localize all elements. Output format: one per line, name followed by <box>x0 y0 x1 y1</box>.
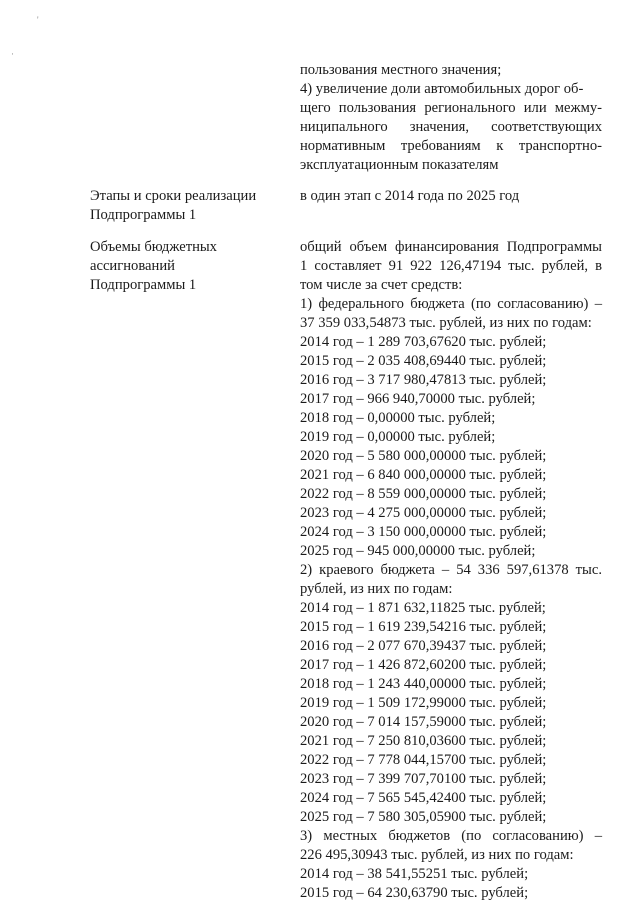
text-line: 2) краевого бюджета – 54 336 597,61378 тыс. <box>300 562 602 578</box>
budget-label <box>90 238 290 295</box>
budget-details <box>300 238 602 903</box>
text-line: 37 359 033,54873 тыс. рублей, из них по годам: <box>300 315 592 331</box>
scan-mark: ' <box>37 15 39 25</box>
year-line: 2014 год – 1 871 632,11825 тыс. рублей; <box>300 600 546 616</box>
year-line: 2016 год – 2 077 670,39437 тыс. рублей; <box>300 638 547 654</box>
label-line: ассигнований <box>90 258 175 274</box>
text-line: пользования местного значения; <box>300 62 502 78</box>
year-line: 2021 год – 7 250 810,03600 тыс. рублей; <box>300 733 547 749</box>
year-line: 2022 год – 7 778 044,15700 тыс. рублей; <box>300 752 547 768</box>
text-line: 3) местных бюджетов (по согласованию) – <box>300 828 602 844</box>
year-line: 2018 год – 1 243 440,00000 тыс. рублей; <box>300 676 547 692</box>
year-line: 2024 год – 7 565 545,42400 тыс. рублей; <box>300 790 547 806</box>
label-line: Этапы и сроки реализации <box>90 188 257 204</box>
label-line: Подпрограммы 1 <box>90 207 197 223</box>
year-line: 2024 год – 3 150 000,00000 тыс. рублей; <box>300 524 547 540</box>
year-line: 2015 год – 2 035 408,69440 тыс. рублей; <box>300 353 547 369</box>
label-line: Подпрограммы 1 <box>90 277 197 293</box>
text-line: нормативным требованиям к транспортно- <box>300 138 602 154</box>
year-line: 2020 год – 5 580 000,00000 тыс. рублей; <box>300 448 547 464</box>
text-line: 226 495,30943 тыс. рублей, из них по годам: <box>300 847 574 863</box>
year-line: 2025 год – 945 000,00000 тыс. рублей; <box>300 543 536 559</box>
scan-mark: · <box>11 49 14 59</box>
year-line: 2017 год – 966 940,70000 тыс. рублей; <box>300 391 536 407</box>
year-line: 2025 год – 7 580 305,05900 тыс. рублей; <box>300 809 547 825</box>
text-line: в один этап с 2014 года по 2025 год <box>300 188 520 204</box>
text-line: том числе за счет средств: <box>300 277 463 293</box>
stages-label <box>90 187 290 225</box>
text-line: эксплуатационным показателям <box>300 157 499 173</box>
year-line: 2015 год – 64 230,63790 тыс. рублей; <box>300 885 529 901</box>
label-line: Объемы бюджетных <box>90 239 217 255</box>
text-line: 1) федерального бюджета (по согласованию) – <box>300 296 602 312</box>
year-line: 2014 год – 38 541,55251 тыс. рублей; <box>300 866 529 882</box>
year-line: 2014 год – 1 289 703,67620 тыс. рублей; <box>300 334 547 350</box>
year-line: 2023 год – 7 399 707,70100 тыс. рублей; <box>300 771 547 787</box>
year-line: 2019 год – 0,00000 тыс. рублей; <box>300 429 496 445</box>
text-line: щего пользования регионального или межму- <box>300 100 602 116</box>
year-line: 2018 год – 0,00000 тыс. рублей; <box>300 410 496 426</box>
text-line: общий объем финансирования Подпрограммы <box>300 239 602 255</box>
year-line: 2020 год – 7 014 157,59000 тыс. рублей; <box>300 714 547 730</box>
text-line: рублей, из них по годам: <box>300 581 453 597</box>
text-line: 4) увеличение доли автомобильных дорог об- <box>300 81 584 97</box>
year-line: 2019 год – 1 509 172,99000 тыс. рублей; <box>300 695 547 711</box>
year-line: 2023 год – 4 275 000,00000 тыс. рублей; <box>300 505 547 521</box>
year-line: 2017 год – 1 426 872,60200 тыс. рублей; <box>300 657 547 673</box>
year-line: 2021 год – 6 840 000,00000 тыс. рублей; <box>300 467 547 483</box>
stages-value <box>300 187 602 206</box>
indicators-continuation <box>300 61 602 175</box>
year-line: 2016 год – 3 717 980,47813 тыс. рублей; <box>300 372 547 388</box>
year-line: 2015 год – 1 619 239,54216 тыс. рублей; <box>300 619 547 635</box>
text-line: 1 составляет 91 922 126,47194 тыс. рублей, в <box>300 258 602 274</box>
text-line: ниципального значения, соответствующих <box>300 119 602 135</box>
year-line: 2022 год – 8 559 000,00000 тыс. рублей; <box>300 486 547 502</box>
